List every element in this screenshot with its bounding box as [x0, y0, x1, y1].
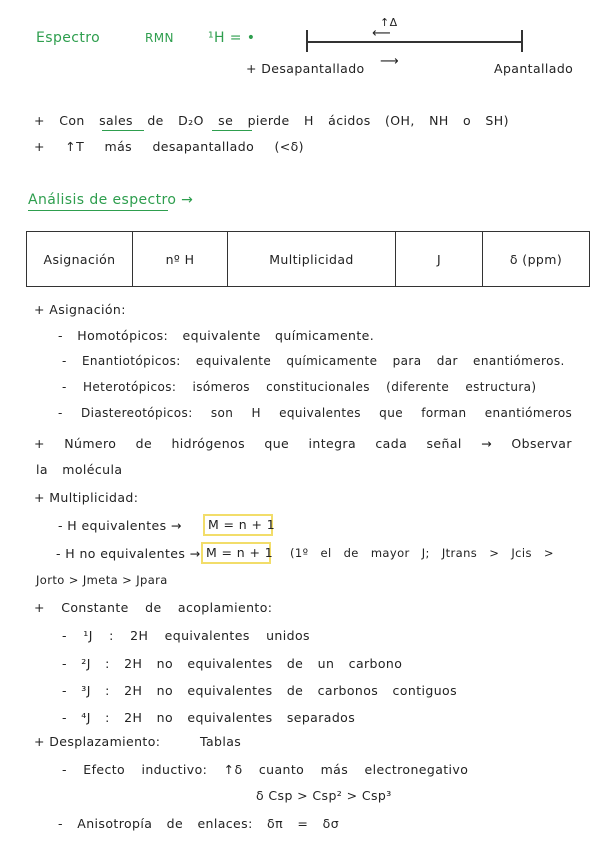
h-no-equivalentes-label: - H no equivalentes → — [56, 546, 201, 561]
table-header-cell: Asignación — [27, 232, 133, 287]
formula-equivalentes: M = n + 1 — [208, 517, 276, 532]
desplazamiento-title: + Desplazamiento: — [34, 734, 161, 749]
table-header-cell: Multiplicidad — [228, 232, 396, 287]
h-equivalentes-label: - H equivalentes → — [58, 518, 182, 533]
multiplicidad-title: + Multiplicidad: — [34, 490, 139, 505]
title-espectro: Espectro — [36, 30, 101, 46]
table-header-cell: nº H — [133, 232, 228, 287]
anisotropia: - Anisotropía de enlaces: δπ = δσ — [58, 816, 340, 831]
constante-item: - ³J : 2H no equivalentes de carbonos contiguos — [62, 683, 457, 698]
table-header-row — [27, 232, 590, 287]
asignacion-item: - Enantiotópicos: equivalente químicamente para dar enantiómeros. — [62, 354, 565, 368]
numero-line2: la molécula — [36, 462, 123, 477]
underline-sales — [102, 130, 144, 131]
scale-arrow-label: ↑Δ — [380, 16, 398, 29]
asignacion-item: - Heterotópicos: isómeros constitucionales (diferente estructura) — [62, 380, 537, 394]
numero-line1: + Número de hidrógenos que integra cada señal → Observar — [34, 436, 572, 451]
label-apantallado: Apantallado — [494, 61, 574, 76]
section-title: Análisis de espectro → — [28, 192, 194, 208]
efecto-inductivo: - Efecto inductivo: ↑δ cuanto más electronegativo — [62, 762, 469, 777]
table-header-cell: J — [396, 232, 483, 287]
orden-desplazamiento: δ Csp > Csp² > Csp³ — [256, 788, 392, 803]
label-desapantallado: + Desapantallado — [246, 61, 365, 76]
title-nucleus: ¹H = • — [208, 30, 256, 46]
asignacion-item: - Diastereotópicos: son H equivalentes que forman enantiómeros — [58, 406, 573, 420]
table-header-cell: δ (ppm) — [483, 232, 590, 287]
note-d2o: + Con sales de D₂O se pierde H ácidos (OH, NH o SH) — [34, 113, 509, 128]
asignacion-item: - Homotópicos: equivalente químicamente. — [58, 328, 375, 343]
constante-item: - ⁴J : 2H no equivalentes separados — [62, 710, 356, 725]
formula-no-equivalentes: M = n + 1 — [206, 545, 274, 560]
analysis-table — [26, 231, 590, 287]
asignacion-title: + Asignación: — [34, 302, 126, 317]
constante-item: - ¹J : 2H equivalentes unidos — [62, 628, 310, 643]
multiplicidad-note: (1º el de mayor J; Jtrans > Jcis > — [290, 546, 554, 560]
constante-item: - ²J : 2H no equivalentes de un carbono — [62, 656, 403, 671]
note-temperatura: + ↑T más desapantallado (<δ) — [34, 139, 304, 154]
underline-d2o — [212, 130, 252, 131]
scale-line — [306, 41, 522, 43]
scale-lower-arrow-icon: ⟶ — [380, 54, 400, 69]
scale-tick-left — [306, 30, 308, 52]
scale-tick-right — [521, 30, 523, 52]
title-rmn: RMN — [145, 31, 174, 45]
desplazamiento-tablas: Tablas — [200, 734, 242, 749]
constante-title: + Constante de acoplamiento: — [34, 600, 273, 615]
scale-upper-arrow-icon: ⟵ — [372, 26, 392, 41]
section-underline — [28, 210, 168, 211]
multiplicidad-note-2: Jorto > Jmeta > Jpara — [36, 573, 168, 587]
